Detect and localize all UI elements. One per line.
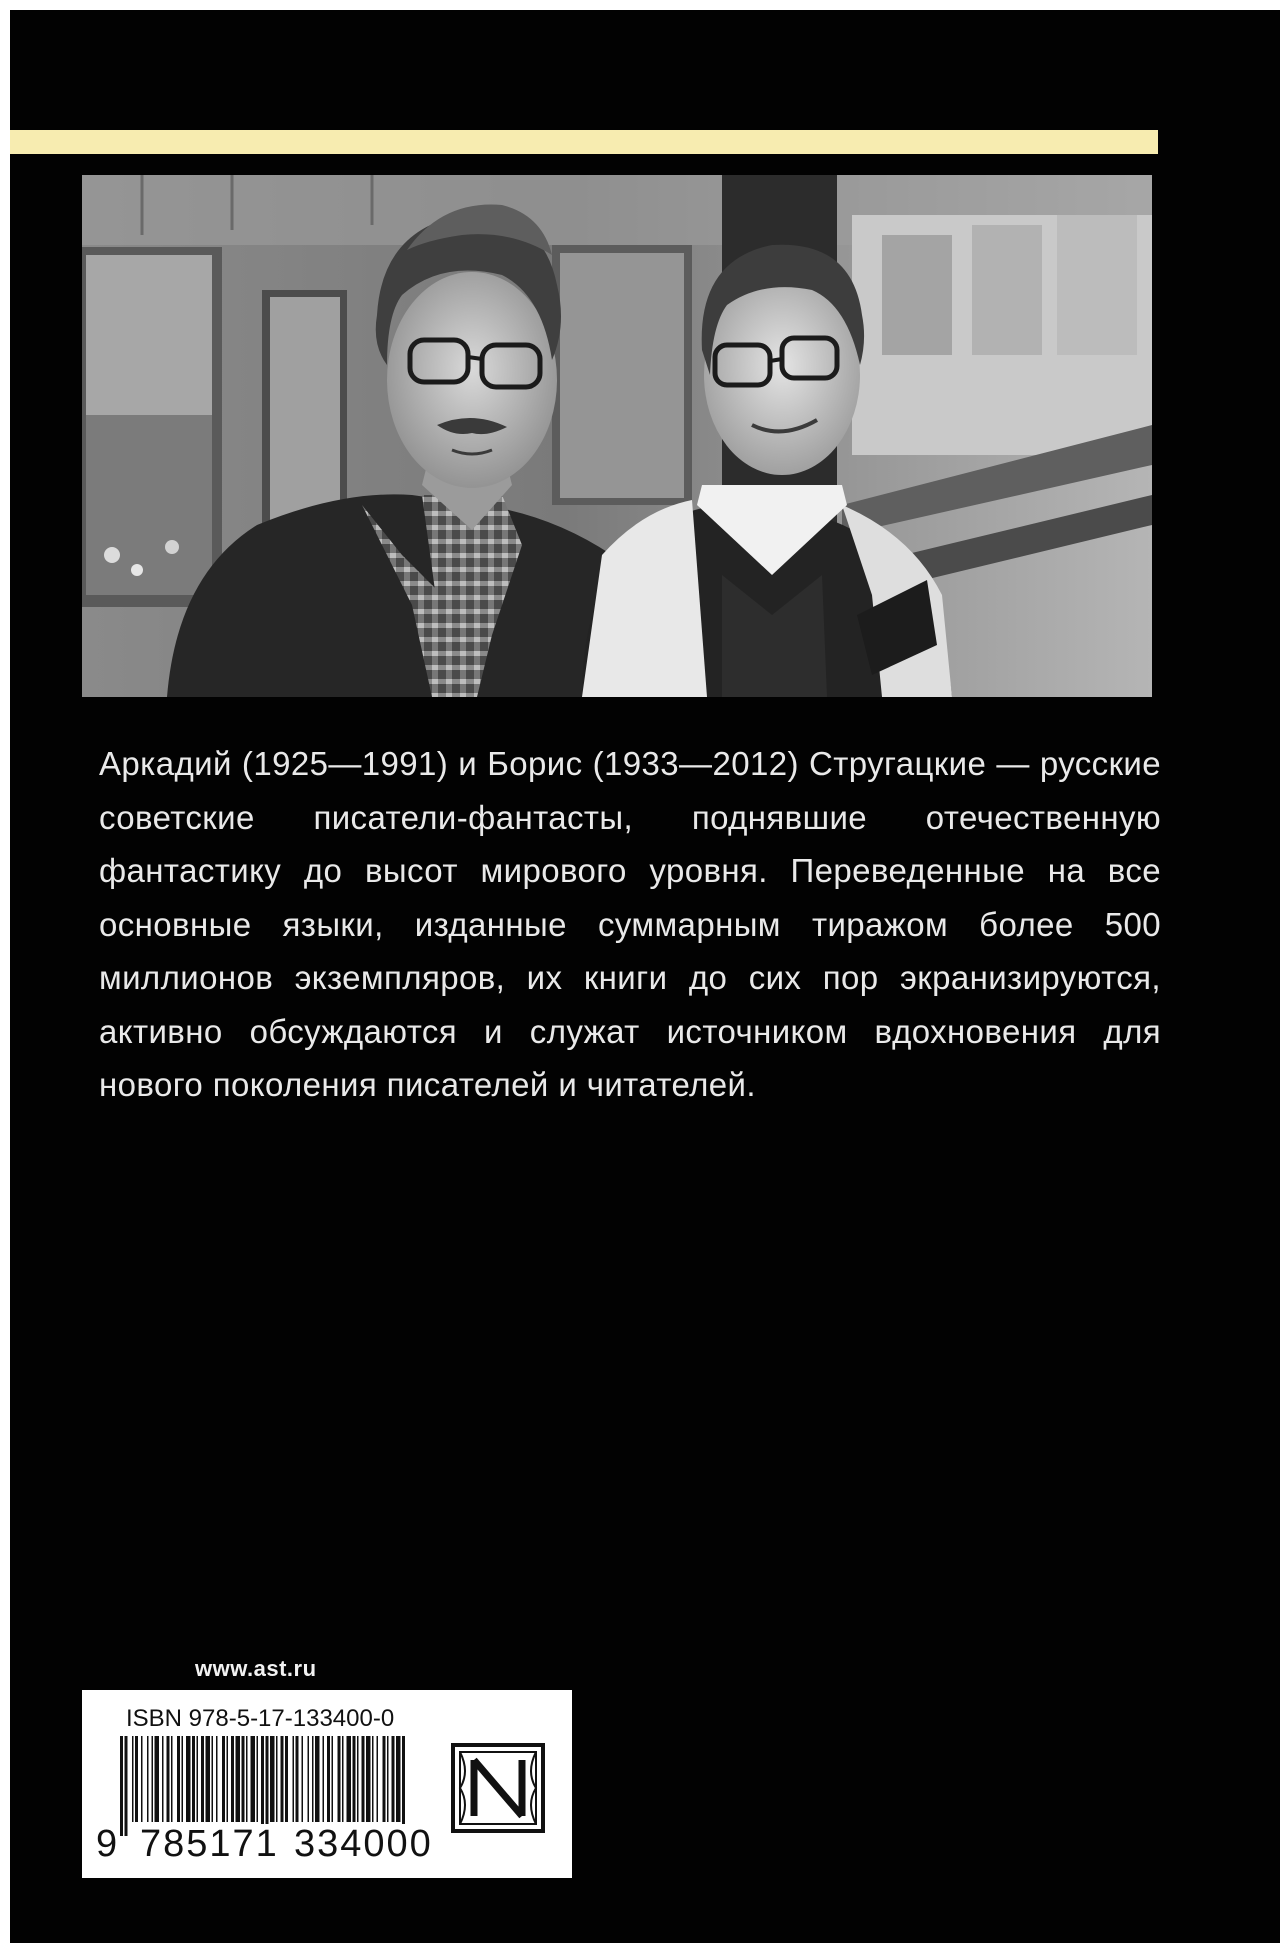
accent-stripe [10,130,1158,154]
isbn-number: ISBN 978-5-17-133400-0 [126,1705,395,1732]
authors-photo [82,175,1152,697]
authors-description: Аркадий (1925—1991) и Борис (1933—2012) Стругацкие — русские советские писатели-фантасты, поднявшие отечественную фантастику до высот мирового уровня. Переведенные на все основные языки, изданные суммарным тиражом более 500 миллионов экземпляров, их книги до сих пор экранизируются, активно обсуждаются и служат источником вдохновения для нового поколения писателей и читателей. [99,745,1161,1103]
isbn-barcode-panel [82,1690,572,1878]
book-back-cover [10,10,1280,1943]
barcode-digit-first: 9 [96,1823,118,1865]
barcode-digits-left: 785171 [140,1823,279,1865]
barcode-digits-right: 334000 [294,1823,433,1865]
publisher-website: www.ast.ru [195,1656,317,1681]
publisher-monogram-icon [450,1742,546,1834]
barcode-bars [120,1736,410,1836]
